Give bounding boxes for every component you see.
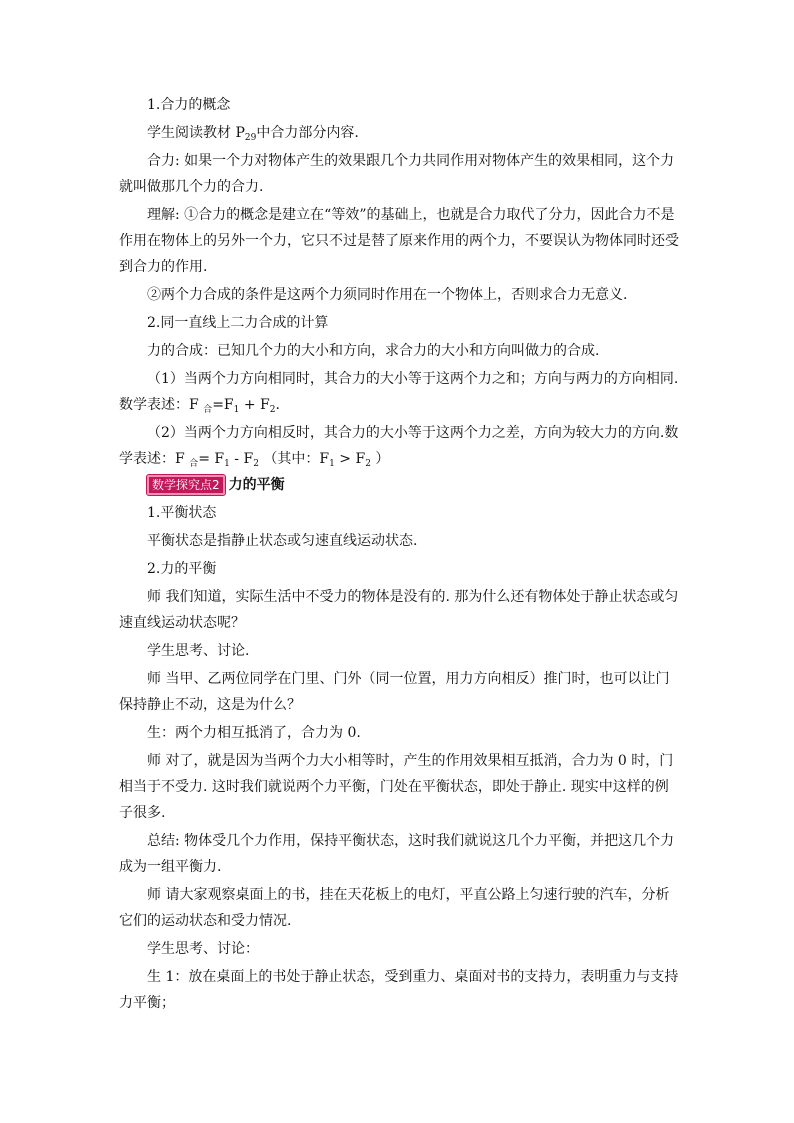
paragraph: 生 1：放在桌面上的书处于静止状态，受到重力、桌面对书的支持力，表明重力与支持力平衡；: [119, 969, 679, 1011]
paragraph: 学生思考、讨论.: [147, 643, 250, 659]
subscript: 1: [233, 405, 240, 415]
paragraph: 合力: 如果一个力对物体产生的效果跟几个力共同作用对物体产生的效果相同，这个力就叫做那几个力的合力.: [119, 153, 675, 195]
paragraph: 学生思考、讨论：: [147, 941, 259, 957]
formula-part: F: [175, 451, 190, 467]
formula-part: =F: [212, 397, 234, 413]
formula-part: - F: [229, 451, 254, 467]
subscript: 2: [269, 405, 276, 415]
paragraph: 理解: ①合力的概念是建立在“等效”的基础上，也就是合力取代了分力，因此合力不是作用在物体上的另外一个力，它只不过是替了原来作用的两个力，不要误认为物体同时还受到合力的作用.: [119, 207, 679, 275]
subscript: 29: [244, 133, 257, 143]
formula-part: F: [189, 397, 204, 413]
explore-point-header: [119, 472, 679, 498]
paragraph: 生：两个力相互抵消了，合力为 0.: [147, 725, 361, 741]
section-heading: 2.力的平衡: [147, 561, 217, 577]
paragraph: 师 对了，就是因为当两个力大小相等时，产生的作用效果相互抵消，合力为 0 时，门相当于不受力. 这时我们就说两个力平衡，门处在平衡状态，即处于静止. 现实中这样的例子很多.: [119, 753, 674, 821]
paragraph: 师 请大家观察桌面上的书，挂在天花板上的电灯，平直公路上匀速行驶的汽车，分析它们的运动状态和受力情况.: [119, 887, 670, 929]
paragraph-formula: [119, 366, 679, 418]
section-heading: 1.合力的概念: [147, 97, 231, 113]
explore-point-title: 力的平衡: [228, 477, 285, 493]
subscript: 2: [365, 459, 371, 469]
subscript: 合: [203, 405, 213, 415]
formula-part: > F: [334, 451, 366, 467]
subscript: 1: [329, 459, 335, 469]
formula-part: + F: [239, 397, 270, 413]
text-run: （1）当两个力方向相同时，其合力的大小等于这两个力之和；方向与两力的方向相同.数学表述：: [119, 371, 679, 413]
paragraph: 师 当甲、乙两位同学在门里、门外（同一位置，用力方向相反）推门时，也可以让门保持静止不动，这是为什么？: [119, 671, 670, 713]
text-run: （2）当两个力方向相反时，其合力的大小等于这两个力之差，方向为较大力的方向.数学表述：: [119, 425, 679, 467]
formula-part: （其中：F: [258, 451, 330, 467]
text-run: 学生阅读教材 P: [147, 125, 245, 141]
section-heading: 2.同一直线上二力合成的计算: [147, 315, 329, 331]
explore-point-badge: 数学探究点2: [147, 475, 225, 495]
paragraph: 总结: 物体受几个力作用，保持平衡状态，这时我们就说这几个力平衡，并把这几个力成为一组平衡力.: [119, 833, 675, 875]
section-heading: 1.平衡状态: [147, 505, 217, 521]
formula-part: = F: [198, 451, 225, 467]
subscript: 合: [189, 459, 199, 469]
paragraph: ②两个力合成的条件是这两个力须同时作用在一个物体上，否则求合力无意义.: [147, 287, 628, 303]
paragraph: [119, 120, 679, 146]
subscript: 1: [224, 459, 230, 469]
paragraph: 力的合成：已知几个力的大小和方向，求合力的大小和方向叫做力的合成.: [147, 343, 600, 359]
formula-part: .: [275, 397, 280, 413]
paragraph: 平衡状态是指静止状态或匀速直线运动状态.: [147, 533, 418, 549]
paragraph: 师 我们知道，实际生活中不受力的物体是没有的. 那为什么还有物体处于静止状态或匀速直线运动状态呢？: [119, 589, 679, 631]
document-body: [119, 92, 679, 1016]
subscript: 2: [253, 459, 259, 469]
paragraph-formula: [119, 420, 679, 472]
text-run: 中合力部分内容.: [256, 125, 359, 141]
formula-part: ）: [370, 451, 390, 467]
